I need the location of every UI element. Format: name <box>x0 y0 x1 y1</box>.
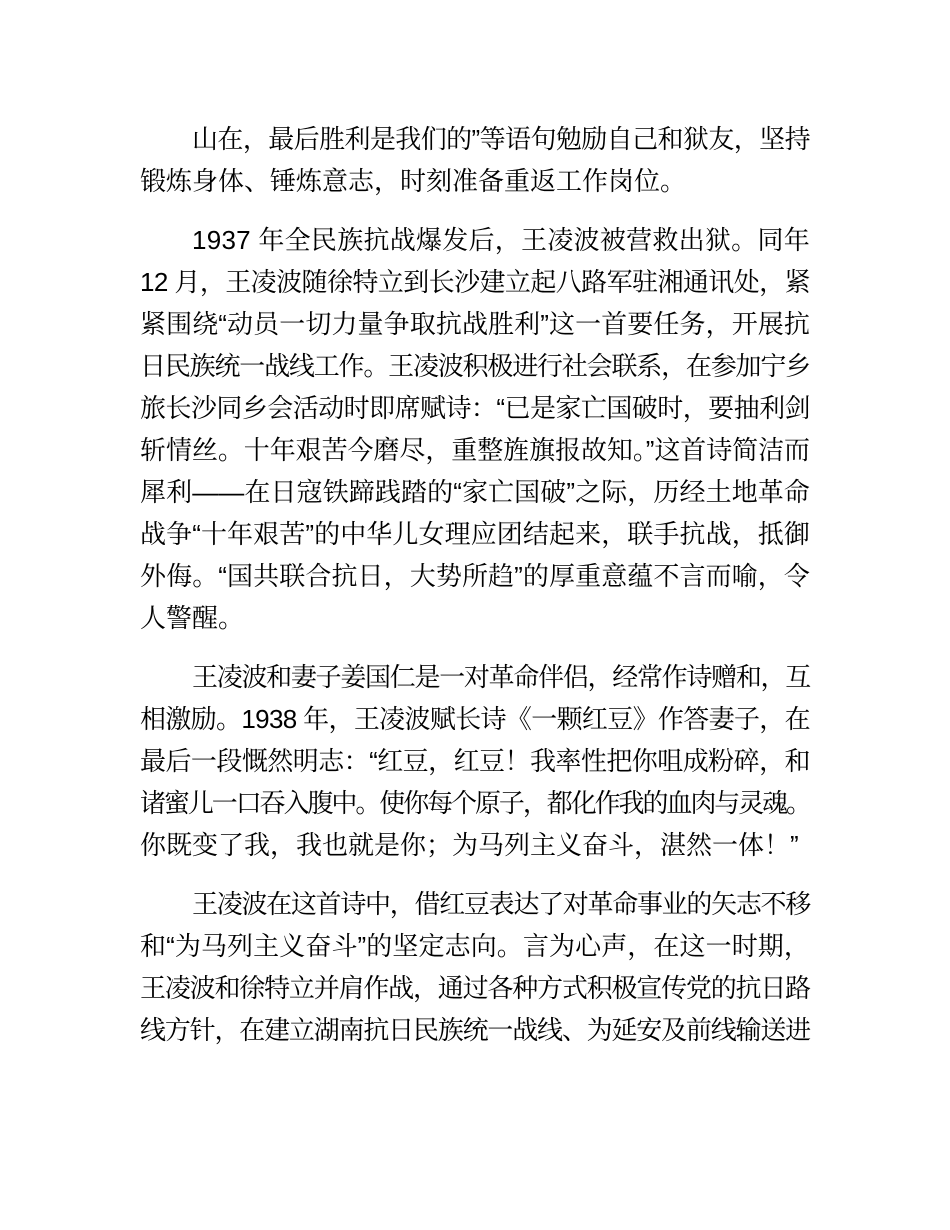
paragraph <box>140 883 810 1051</box>
text-line-content: 斩情丝。十年艰苦今磨尽，重整旌旗报故知。”这首诗简洁而 <box>140 435 810 465</box>
text-line <box>140 1009 810 1051</box>
text-line-content: 锻炼身体、锤炼意志，时刻准备重返工作岗位。 <box>140 166 687 196</box>
text-line <box>140 740 810 782</box>
text-line-content: 旅长沙同乡会活动时即席赋诗：“已是家亡国破时，要抽利剑 <box>140 393 810 423</box>
text-line-content: 日民族统一战线工作。王凌波积极进行社会联系，在参加宁乡 <box>140 351 810 381</box>
text-line <box>140 345 810 387</box>
text-line <box>140 303 810 345</box>
text-line <box>140 824 810 866</box>
text-line <box>140 555 810 597</box>
text-line <box>140 118 810 160</box>
text-line-content: 线方针，在建立湖南抗日民族统一战线、为延安及前线输送进 <box>140 1015 810 1045</box>
text-line <box>140 471 810 513</box>
text-line <box>140 883 810 925</box>
text-line-content: 山在，最后胜利是我们的”等语句勉励自己和狱友，坚持 <box>192 124 810 154</box>
text-line <box>140 925 810 967</box>
text-line-content: 犀利——在日寇铁蹄践踏的“家亡国破”之际，历经土地革命 <box>140 477 810 507</box>
text-line <box>140 513 810 555</box>
text-line-content: 1937 年全民族抗战爆发后，王凌波被营救出狱。同年 <box>192 225 810 255</box>
text-line <box>140 656 810 698</box>
text-line <box>140 387 810 429</box>
text-line <box>140 698 810 740</box>
document-text-area <box>140 118 810 1068</box>
text-line <box>140 597 810 639</box>
text-line-content: 人警醒。 <box>140 603 245 633</box>
text-line <box>140 261 810 303</box>
text-line-content: 你既变了我，我也就是你；为马列主义奋斗，湛然一体！” <box>140 830 799 860</box>
text-line-content: 最后一段慨然明志：“红豆，红豆！我率性把你咀成粉碎，和 <box>140 746 810 776</box>
text-line-content: 诸蜜儿一口吞入腹中。使你每个原子，都化作我的血肉与灵魂。 <box>140 788 810 818</box>
text-line-content: 战争“十年艰苦”的中华儿女理应团结起来，联手抗战，抵御 <box>140 519 810 549</box>
text-line-content: 相激励。1938 年，王凌波赋长诗《一颗红豆》作答妻子，在 <box>140 704 810 734</box>
text-line <box>140 160 810 202</box>
text-line <box>140 429 810 471</box>
text-line-content: 紧围绕“动员一切力量争取抗战胜利”这一首要任务，开展抗 <box>140 309 810 339</box>
text-line-content: 外侮。“国共联合抗日，大势所趋”的厚重意蕴不言而喻，令 <box>140 561 810 591</box>
paragraph <box>140 656 810 866</box>
text-line <box>140 967 810 1009</box>
text-line-content: 和“为马列主义奋斗”的坚定志向。言为心声，在这一时期， <box>140 931 810 961</box>
text-line-content: 王凌波在这首诗中，借红豆表达了对革命事业的矢志不移 <box>192 889 810 919</box>
paragraph <box>140 118 810 202</box>
text-line-content: 12 月，王凌波随徐特立到长沙建立起八路军驻湘通讯处，紧 <box>140 267 810 297</box>
text-line <box>140 782 810 824</box>
paragraph <box>140 219 810 639</box>
text-line-content: 王凌波和徐特立并肩作战，通过各种方式积极宣传党的抗日路 <box>140 973 810 1003</box>
text-line-content: 王凌波和妻子姜国仁是一对革命伴侣，经常作诗赠和，互 <box>192 662 810 692</box>
text-line <box>140 219 810 261</box>
